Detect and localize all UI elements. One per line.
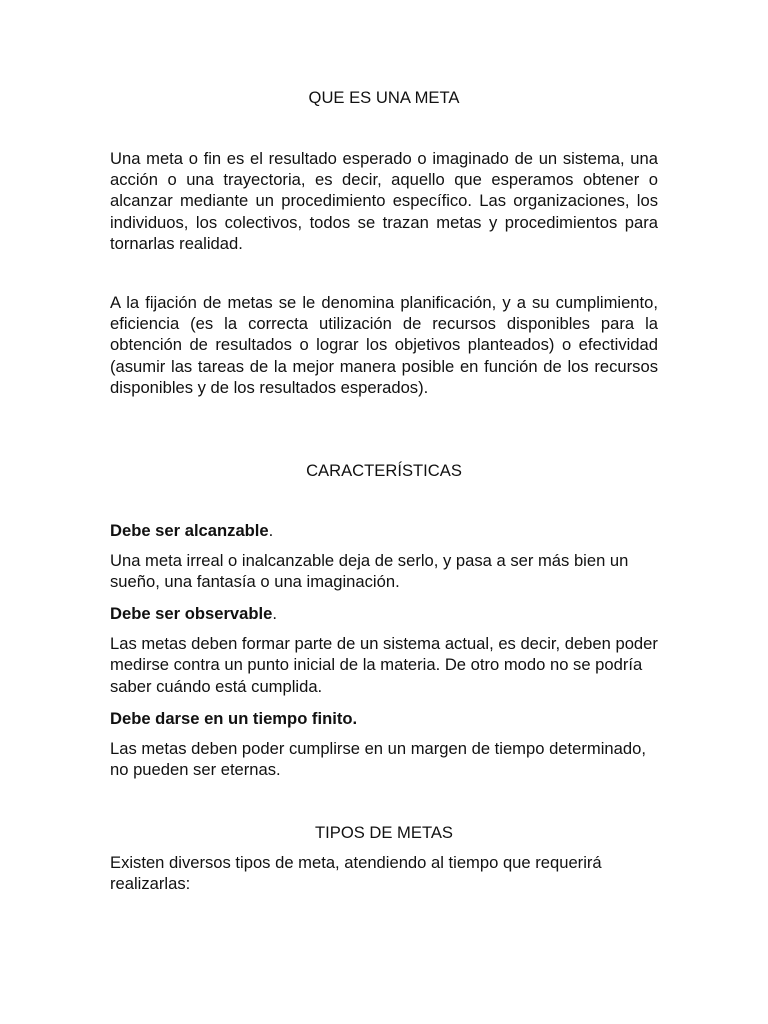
definition-paragraph (110, 148, 658, 254)
types-intro-paragraph (110, 852, 658, 894)
characteristic-title-suffix: . (272, 604, 277, 623)
characteristic-title-suffix: . (268, 521, 274, 540)
characteristic-title (110, 603, 658, 624)
characteristic-item-tiempo-finito (110, 708, 658, 781)
characteristic-description: Las metas deben poder cumplirse en un margen de tiempo determinado, no pueden ser eternas. (110, 739, 646, 780)
characteristic-item-alcanzable (110, 520, 658, 593)
section-heading-tipos-de-metas: TIPOS DE METAS (315, 823, 453, 842)
characteristic-title (110, 708, 658, 729)
planning-paragraph (110, 292, 658, 398)
section-heading-que-es-una-meta: QUE ES UNA META (308, 88, 460, 107)
characteristic-title-bold: Debe darse en un tiempo finito. (110, 709, 358, 728)
characteristic-title (110, 520, 658, 541)
types-intro-text: Existen diversos tipos de meta, atendiendo al tiempo que requerirá realizarlas: (110, 853, 602, 894)
section-heading-caracteristicas: CARACTERÍSTICAS (306, 461, 462, 480)
characteristic-title-bold: Debe ser observable (110, 604, 273, 623)
characteristic-item-observable (110, 603, 658, 697)
characteristic-description: Una meta irreal o inalcanzable deja de serlo, y pasa a ser más bien un sueño, una fantasía o una imaginación. (110, 551, 629, 592)
definition-text: Una meta o fin es el resultado esperado o imaginado de un sistema, una acción o una trayectoria, es decir, aquello que esperamos obtener o alcanzar mediante un procedimiento específico. Las organizaciones, los individuos, los colectivos, todos se trazan metas y procedimientos para tornarlas realidad. (110, 149, 658, 253)
characteristic-description: Las metas deben formar parte de un sistema actual, es decir, deben poder medirse contra un punto inicial de la materia. De otro modo no se podría saber cuándo está cumplida. (110, 634, 658, 696)
planning-text: A la fijación de metas se le denomina planificación, y a su cumplimiento, eficiencia (es la correcta utilización de recursos disponibles para la obtención de resultados o lograr los objetivos planteados) o efectividad (asumir las tareas de la mejor manera posible en función de los recursos disponibles y de los resultados esperados). (110, 293, 658, 397)
characteristic-title-bold: Debe ser alcanzable (110, 521, 269, 540)
